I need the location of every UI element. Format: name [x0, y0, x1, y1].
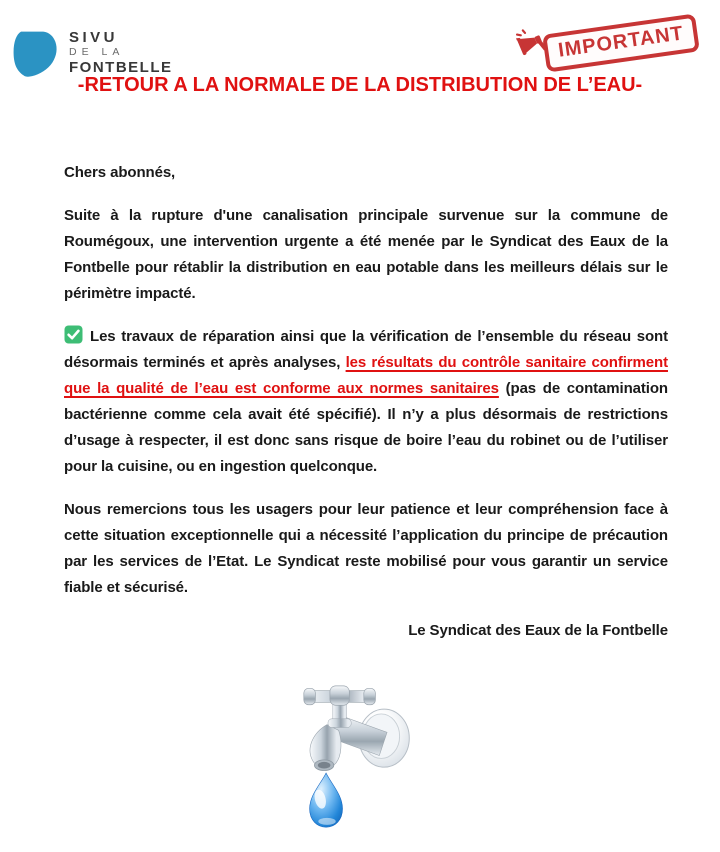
stamp-label: IMPORTANT [556, 22, 685, 62]
letter-body [64, 160, 668, 841]
salutation: Chers abonnés, [64, 164, 176, 181]
logo-text [69, 28, 173, 76]
faucet-water-drop-icon [299, 682, 417, 832]
resultats-highlighted-text: les résultats du contrôle sanitaire confirment que la qualité de l’eau est conforme aux normes sanitaires [64, 354, 668, 397]
paragraph-remerciements: Nous remercions tous les usagers pour leur patience et leur compréhension face à cette situation exceptionnelle qui a nécessité l’application du principe de précaution par les services de l’Etat. Le Syndicat reste mobilisé pour vous garantir un service fiable et sécurisé. [64, 501, 668, 596]
logo-text-de-la: DE LA [69, 46, 125, 59]
resultats-prefix: Les travaux de réparation ainsi que la vérification de l’ensemble du réseau sont désormais terminés et après analyses, [64, 328, 668, 371]
resultats-suffix: (pas de contamination bactérienne comme cela avait été spécifié). Il n’y a plus désormais de restrictions d’usage à respecter, il est donc sans risque de boire l’eau du robinet ou de l’utiliser pour la cuisine, ou en ingestion quelconque. [64, 380, 668, 475]
important-stamp [542, 13, 700, 72]
signature: Le Syndicat des Eaux de la Fontbelle [408, 622, 668, 639]
paragraph-resultats [64, 324, 668, 480]
faucet-illustration [56, 682, 660, 841]
water-drop-logo-icon [8, 26, 60, 78]
logo-text-sivu: SIVU [69, 29, 119, 47]
paragraph-intervention: Suite à la rupture d'une canalisation principale survenue sur la commune de Roumégoux, une intervention urgente a été menée par le Syndicat des Eaux de la Fontbelle pour rétablir la distribution en eau potable dans les meilleurs délais sur le périmètre impacté. [64, 207, 668, 302]
logo-text-fontbelle: FONTBELLE [69, 58, 173, 76]
sivu-fontbelle-logo [8, 26, 173, 78]
page-title: -RETOUR A LA NORMALE DE LA DISTRIBUTION DE L’EAU- [77, 74, 643, 96]
check-mark-icon [64, 325, 83, 344]
megaphone-icon [515, 24, 551, 60]
